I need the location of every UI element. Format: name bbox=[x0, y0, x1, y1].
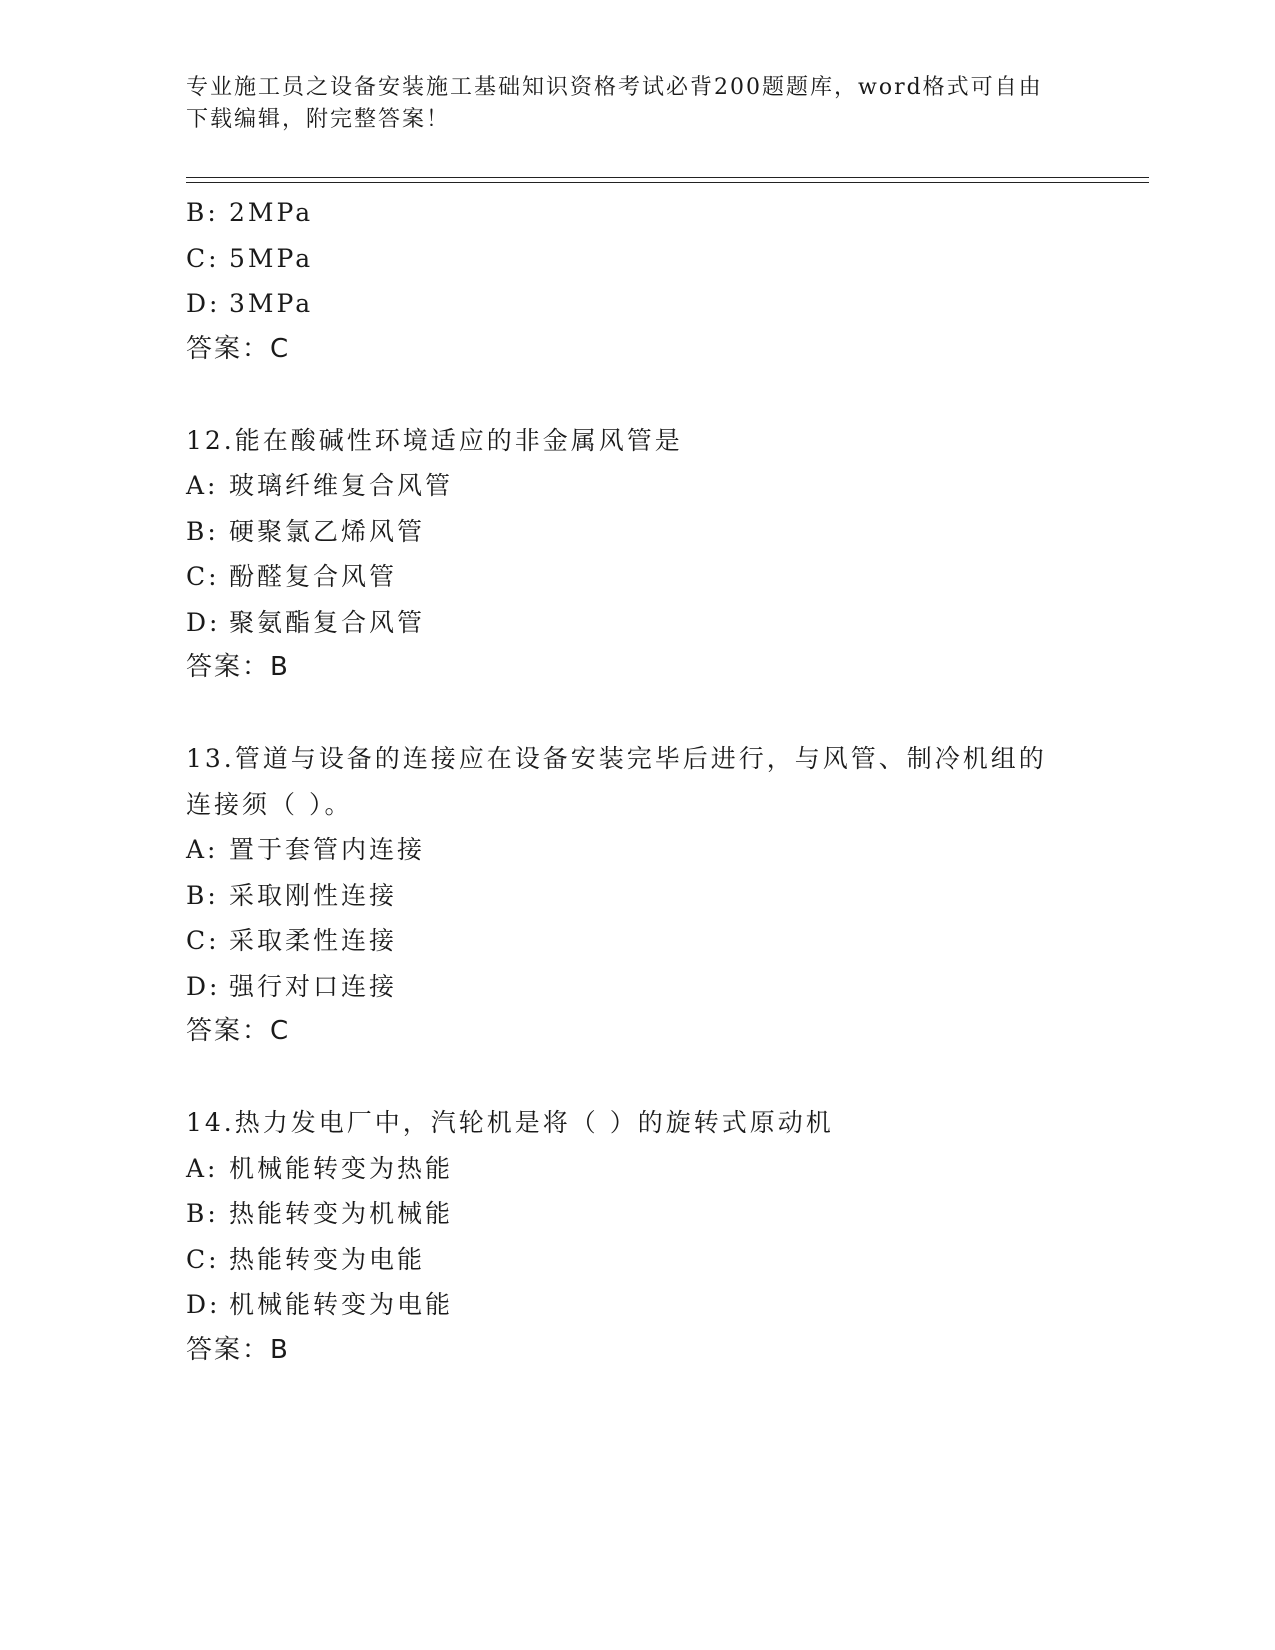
answer-line: 答案：C bbox=[186, 333, 291, 364]
option-key: C: bbox=[186, 926, 220, 955]
option-text: 采取柔性连接 bbox=[229, 926, 398, 955]
option-d bbox=[186, 1282, 1086, 1328]
option-c bbox=[186, 554, 1086, 600]
option-a bbox=[186, 827, 1086, 873]
option-text: 酚醛复合风管 bbox=[229, 562, 398, 591]
option-key: C: bbox=[186, 1244, 220, 1274]
spacer bbox=[186, 372, 1086, 418]
header-line-2: 下载编辑，附完整答案！ bbox=[186, 107, 451, 132]
option-key: D: bbox=[186, 1290, 221, 1319]
header-line-1: 专业施工员之设备安装施工基础知识资格考试必背200题题库，word格式可自由 bbox=[186, 75, 1043, 100]
option-text: 3MPa bbox=[229, 289, 314, 318]
option-a bbox=[186, 1146, 1086, 1192]
question-list bbox=[186, 190, 1086, 1373]
question-14 bbox=[186, 1100, 1086, 1373]
spacer bbox=[186, 691, 1086, 737]
option-c bbox=[186, 236, 1086, 282]
question-13 bbox=[186, 736, 1086, 1055]
option-d bbox=[186, 964, 1086, 1010]
answer-line: 答案：C bbox=[186, 1016, 291, 1046]
option-key: D: bbox=[186, 971, 221, 1001]
option-d bbox=[186, 281, 1086, 327]
option-key: B: bbox=[186, 198, 219, 227]
answer-line: 答案：B bbox=[186, 652, 290, 682]
option-key: B: bbox=[186, 516, 219, 546]
option-c bbox=[186, 1237, 1086, 1283]
option-text: 玻璃纤维复合风管 bbox=[229, 471, 454, 500]
option-text: 置于套管内连接 bbox=[229, 835, 426, 864]
question-11-continued bbox=[186, 190, 1086, 372]
option-text: 热能转变为电能 bbox=[229, 1244, 426, 1274]
option-key: C: bbox=[186, 562, 220, 591]
option-key: A: bbox=[186, 835, 219, 864]
document-header bbox=[186, 72, 1076, 136]
option-key: A: bbox=[186, 471, 219, 500]
option-text: 机械能转变为电能 bbox=[229, 1290, 454, 1319]
option-b bbox=[186, 509, 1086, 555]
option-key: D: bbox=[186, 289, 221, 318]
option-b bbox=[186, 873, 1086, 919]
option-text: 强行对口连接 bbox=[229, 971, 398, 1001]
option-d bbox=[186, 600, 1086, 646]
question-stem: 13.管道与设备的连接应在设备安装完毕后进行，与风管、制冷机组的 bbox=[186, 744, 1047, 773]
option-b bbox=[186, 1191, 1086, 1237]
option-key: B: bbox=[186, 880, 219, 910]
question-stem: 14.热力发电厂中，汽轮机是将（ ）的旋转式原动机 bbox=[186, 1108, 834, 1137]
option-b bbox=[186, 190, 1086, 236]
question-stem: 12.能在酸碱性环境适应的非金属风管是 bbox=[186, 425, 683, 455]
option-text: 机械能转变为热能 bbox=[229, 1153, 454, 1183]
option-key: B: bbox=[186, 1199, 219, 1228]
option-text: 聚氨酯复合风管 bbox=[229, 607, 426, 637]
option-text: 采取刚性连接 bbox=[229, 880, 398, 910]
answer-line: 答案：B bbox=[186, 1334, 290, 1365]
option-key: D: bbox=[186, 607, 221, 637]
option-key: A: bbox=[186, 1153, 219, 1183]
option-text: 硬聚氯乙烯风管 bbox=[229, 516, 426, 546]
header-rule-top bbox=[186, 177, 1149, 178]
question-12 bbox=[186, 418, 1086, 691]
header-rule-bottom bbox=[186, 182, 1149, 183]
option-a bbox=[186, 463, 1086, 509]
spacer bbox=[186, 1055, 1086, 1101]
option-c bbox=[186, 918, 1086, 964]
option-text: 2MPa bbox=[229, 198, 314, 227]
option-key: C: bbox=[186, 243, 220, 273]
option-text: 热能转变为机械能 bbox=[229, 1199, 454, 1228]
option-text: 5MPa bbox=[229, 243, 314, 273]
question-stem-continued: 连接须（ ）。 bbox=[186, 789, 353, 819]
